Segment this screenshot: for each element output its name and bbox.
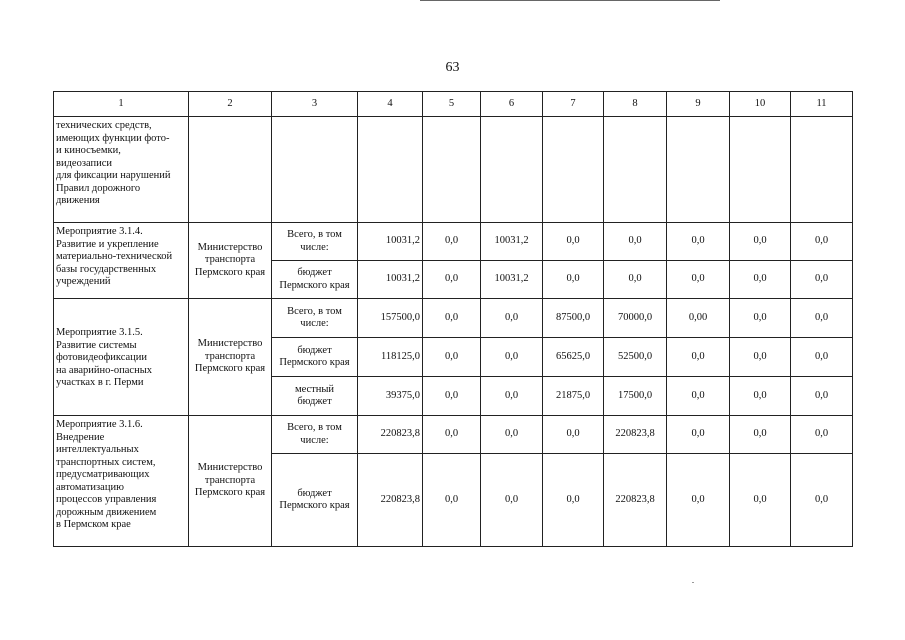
amount-cell: 17500,0: [604, 377, 667, 416]
amount-cell: 0,00: [667, 299, 730, 338]
empty-cell: [272, 117, 358, 223]
amount-cell: 0,0: [543, 454, 604, 547]
amount-cell: 220823,8: [358, 416, 423, 454]
amount-cell: 0,0: [423, 338, 481, 377]
amount-cell: 0,0: [730, 299, 791, 338]
column-header: 11: [791, 92, 853, 117]
funding-source: Всего, в том числе:: [272, 299, 358, 338]
amount-cell: 87500,0: [543, 299, 604, 338]
continuation-row: [54, 117, 853, 223]
amount-cell: 0,0: [481, 416, 543, 454]
amount-cell: 0,0: [481, 454, 543, 547]
budget-table: [53, 91, 853, 547]
empty-cell: [791, 117, 853, 223]
column-header: 1: [54, 92, 189, 117]
funding-source: местный бюджет: [272, 377, 358, 416]
amount-cell: 0,0: [667, 377, 730, 416]
amount-cell: 10031,2: [481, 261, 543, 299]
amount-cell: 157500,0: [358, 299, 423, 338]
amount-cell: 0,0: [481, 338, 543, 377]
event-name: Мероприятие 3.1.5. Развитие системы фотовидеофиксации на аварийно-опасных участках в г. Перми: [54, 299, 189, 416]
amount-cell: 0,0: [423, 223, 481, 261]
amount-cell: 52500,0: [604, 338, 667, 377]
funding-source: бюджет Пермского края: [272, 338, 358, 377]
empty-cell: [189, 117, 272, 223]
column-header: 2: [189, 92, 272, 117]
empty-cell: [604, 117, 667, 223]
top-edge-line: [420, 0, 720, 1]
column-header: 8: [604, 92, 667, 117]
executor: Министерство транспорта Пермского края: [189, 299, 272, 416]
amount-cell: 0,0: [791, 299, 853, 338]
amount-cell: 0,0: [604, 261, 667, 299]
amount-cell: 0,0: [667, 454, 730, 547]
table-row: [54, 416, 853, 454]
funding-source: бюджет Пермского края: [272, 261, 358, 299]
table-row: [54, 299, 853, 338]
empty-cell: [667, 117, 730, 223]
funding-source: Всего, в том числе:: [272, 416, 358, 454]
amount-cell: 0,0: [791, 454, 853, 547]
amount-cell: 0,0: [423, 261, 481, 299]
amount-cell: 0,0: [730, 261, 791, 299]
amount-cell: 0,0: [667, 261, 730, 299]
funding-source: бюджет Пермского края: [272, 454, 358, 547]
empty-cell: [730, 117, 791, 223]
amount-cell: 0,0: [667, 416, 730, 454]
amount-cell: 0,0: [791, 338, 853, 377]
amount-cell: 0,0: [481, 299, 543, 338]
amount-cell: 21875,0: [543, 377, 604, 416]
amount-cell: 0,0: [730, 338, 791, 377]
amount-cell: 0,0: [543, 416, 604, 454]
amount-cell: 0,0: [423, 377, 481, 416]
amount-cell: 0,0: [543, 223, 604, 261]
amount-cell: 70000,0: [604, 299, 667, 338]
amount-cell: 0,0: [730, 377, 791, 416]
amount-cell: 220823,8: [358, 454, 423, 547]
column-header: 4: [358, 92, 423, 117]
column-header: 5: [423, 92, 481, 117]
amount-cell: 10031,2: [481, 223, 543, 261]
page-number: 63: [445, 60, 460, 75]
amount-cell: 0,0: [730, 416, 791, 454]
amount-cell: 0,0: [423, 299, 481, 338]
event-name: Мероприятие 3.1.6. Внедрение интеллектуальных транспортных систем, предусматривающих автоматизацию процессов управления дорожным движением в Пермском крае: [54, 416, 189, 547]
column-header: 10: [730, 92, 791, 117]
executor: Министерство транспорта Пермского края: [189, 223, 272, 299]
empty-cell: [543, 117, 604, 223]
column-header: 9: [667, 92, 730, 117]
amount-cell: 0,0: [667, 338, 730, 377]
amount-cell: 0,0: [423, 454, 481, 547]
amount-cell: 39375,0: [358, 377, 423, 416]
column-header: 7: [543, 92, 604, 117]
amount-cell: 220823,8: [604, 416, 667, 454]
column-header: 6: [481, 92, 543, 117]
amount-cell: 0,0: [791, 377, 853, 416]
amount-cell: 0,0: [667, 223, 730, 261]
amount-cell: 0,0: [481, 377, 543, 416]
amount-cell: 0,0: [730, 223, 791, 261]
amount-cell: 0,0: [543, 261, 604, 299]
empty-cell: [423, 117, 481, 223]
column-number-row: [54, 92, 853, 117]
amount-cell: 10031,2: [358, 223, 423, 261]
continuation-text: технических средств, имеющих функции фото- и киносъемки, видеозаписи для фиксации нарушений Правил дорожного движения: [54, 117, 189, 223]
amount-cell: 118125,0: [358, 338, 423, 377]
amount-cell: 10031,2: [358, 261, 423, 299]
executor: Министерство транспорта Пермского края: [189, 416, 272, 547]
amount-cell: 65625,0: [543, 338, 604, 377]
amount-cell: 220823,8: [604, 454, 667, 547]
scan-speck: [692, 582, 694, 583]
amount-cell: 0,0: [791, 261, 853, 299]
empty-cell: [358, 117, 423, 223]
amount-cell: 0,0: [423, 416, 481, 454]
table-row: [54, 223, 853, 261]
event-name: Мероприятие 3.1.4. Развитие и укрепление материально-технической базы государственных учреждений: [54, 223, 189, 299]
funding-source: Всего, в том числе:: [272, 223, 358, 261]
amount-cell: 0,0: [791, 223, 853, 261]
empty-cell: [481, 117, 543, 223]
amount-cell: 0,0: [730, 454, 791, 547]
amount-cell: 0,0: [604, 223, 667, 261]
amount-cell: 0,0: [791, 416, 853, 454]
column-header: 3: [272, 92, 358, 117]
